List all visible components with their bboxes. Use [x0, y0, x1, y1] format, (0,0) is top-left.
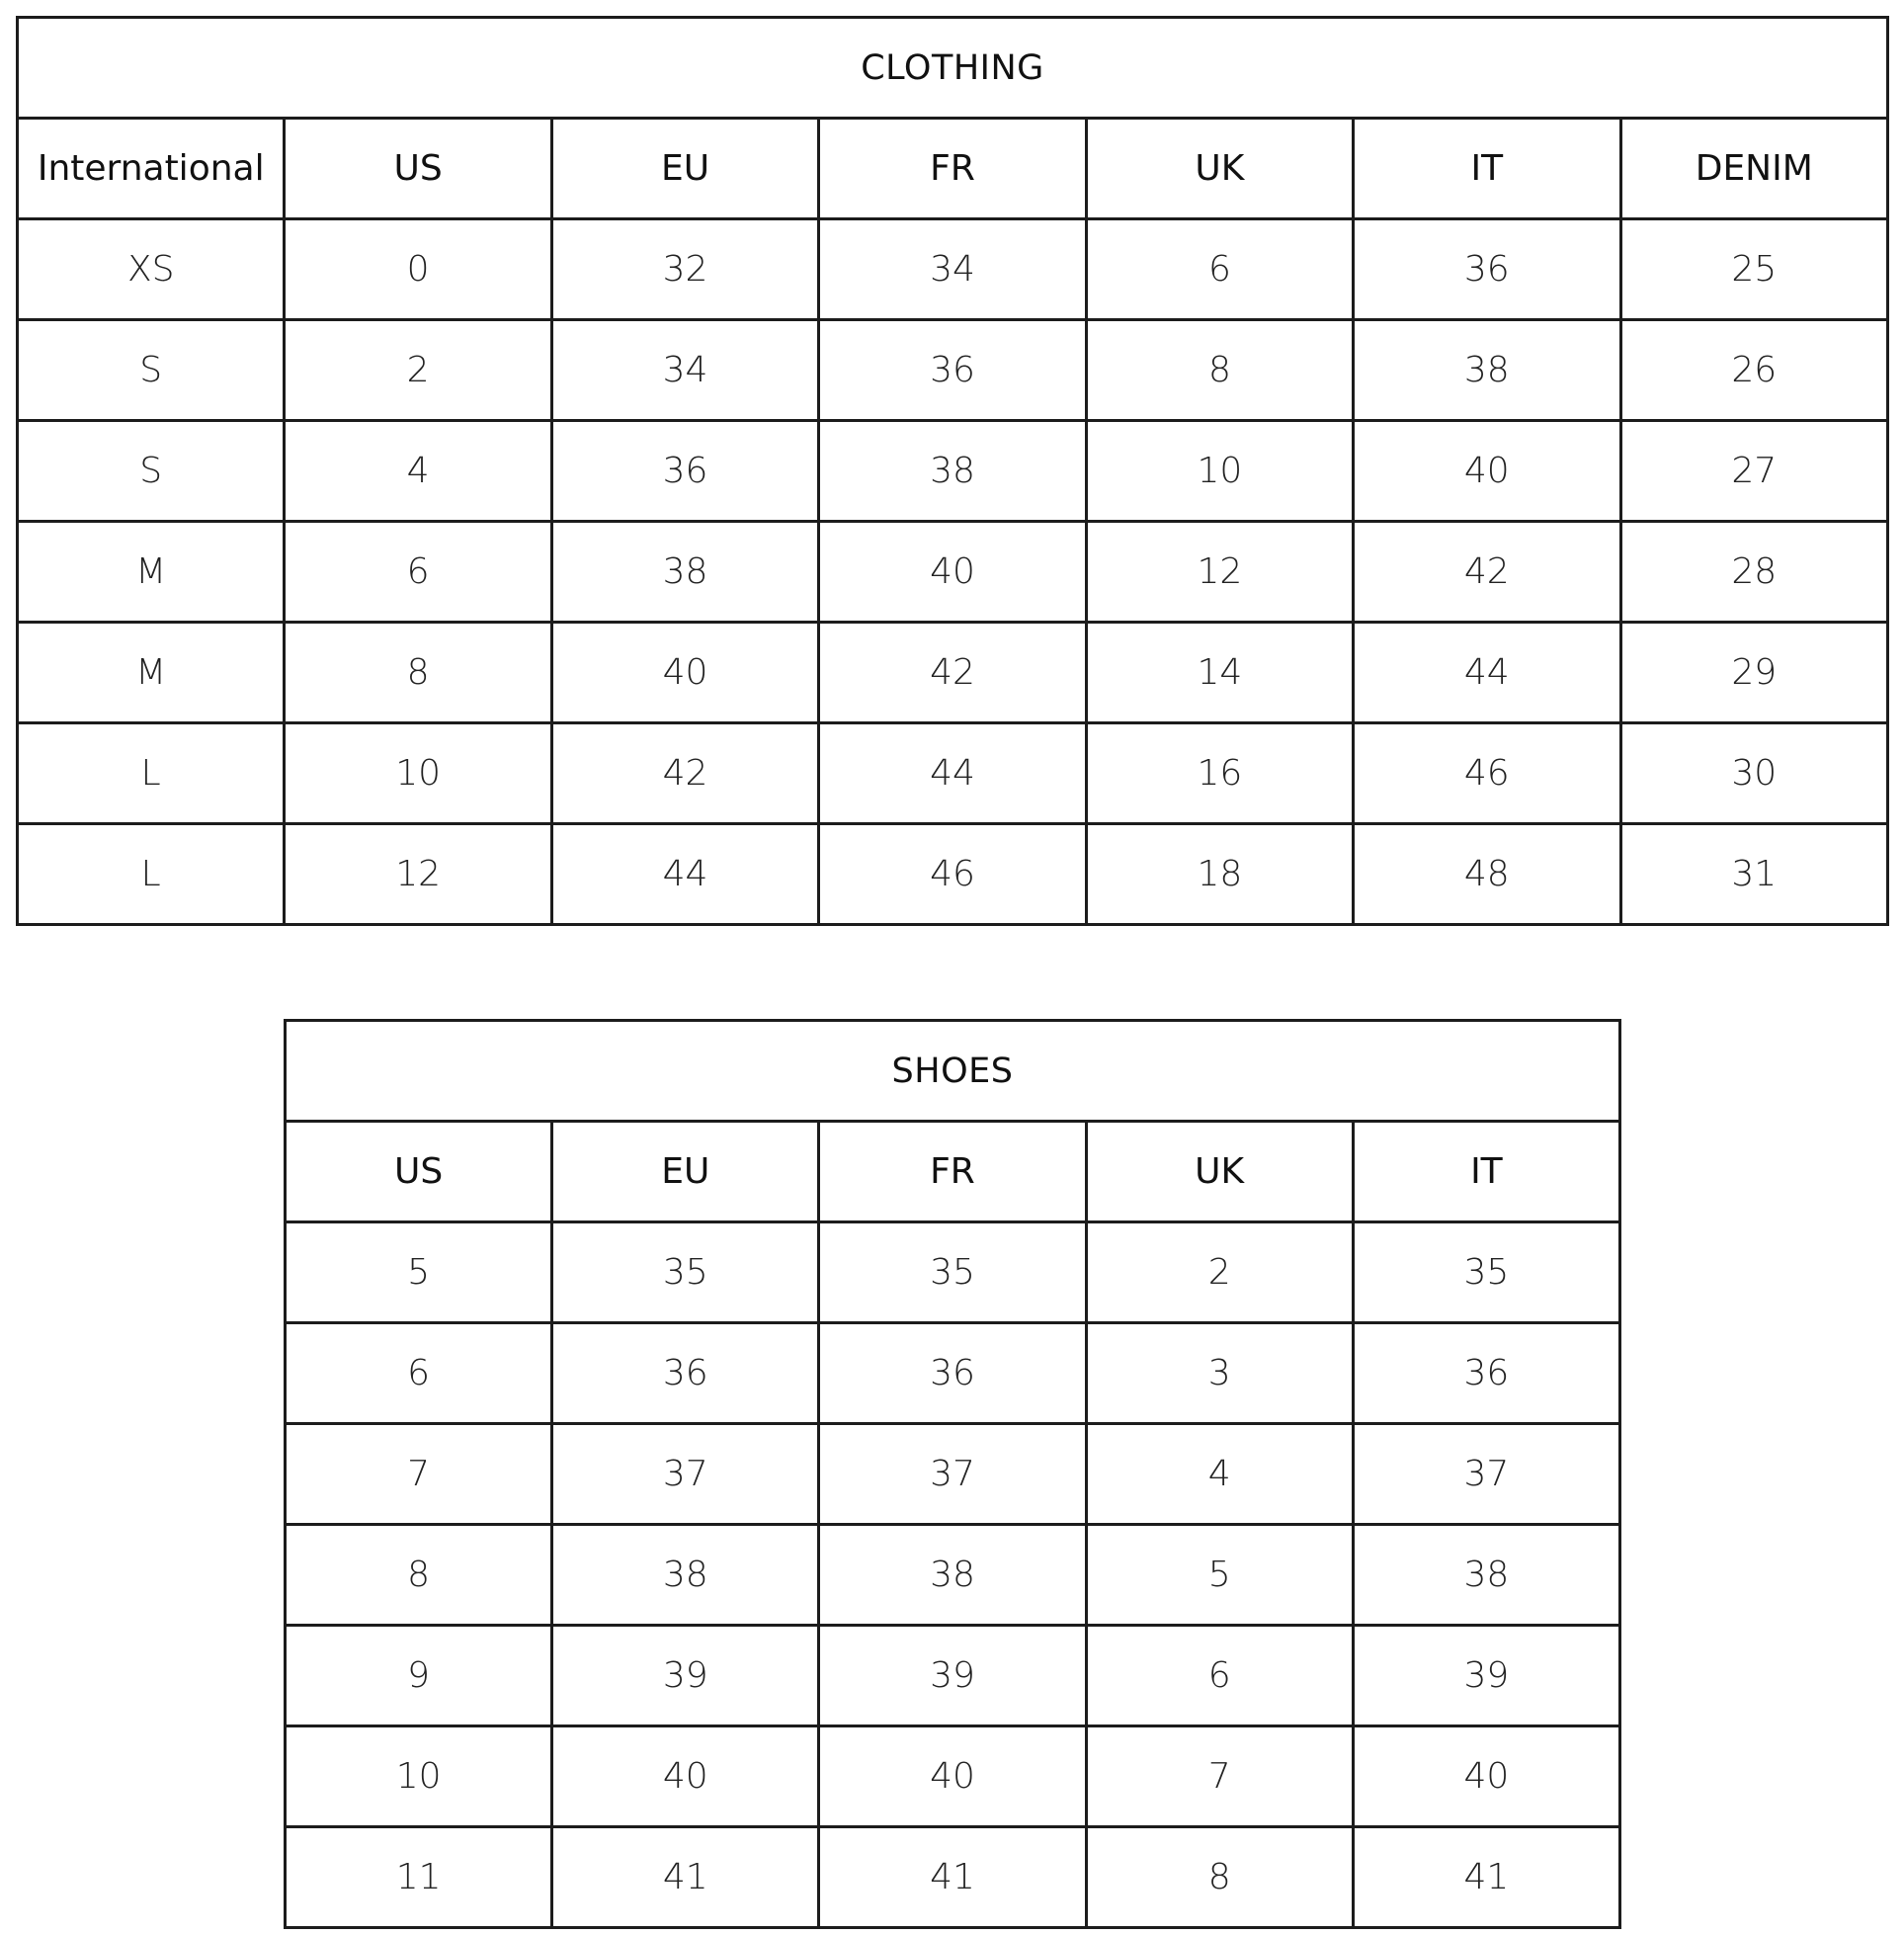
- shoes-header-eu: EU: [552, 1122, 819, 1222]
- shoes-table-cell: 39: [819, 1626, 1086, 1726]
- clothing-table-cell: 40: [551, 623, 818, 723]
- clothing-table-cell: 32: [551, 219, 818, 320]
- shoes-table-cell: 10: [286, 1726, 552, 1827]
- clothing-table-cell: 8: [285, 623, 551, 723]
- shoes-table-row: [286, 1424, 1620, 1525]
- clothing-table-cell: L: [18, 824, 285, 925]
- shoes-table-cell: 8: [286, 1525, 552, 1626]
- clothing-table-row: [18, 723, 1888, 824]
- clothing-header-eu: EU: [551, 119, 818, 219]
- shoes-table-cell: 41: [552, 1827, 819, 1928]
- clothing-table-cell: 34: [551, 320, 818, 421]
- clothing-table-cell: 12: [1086, 522, 1353, 623]
- clothing-table-cell: 18: [1086, 824, 1353, 925]
- clothing-header-fr: FR: [819, 119, 1086, 219]
- clothing-table-cell: 38: [819, 421, 1086, 522]
- shoes-table-row: [286, 1626, 1620, 1726]
- clothing-table-cell: 44: [819, 723, 1086, 824]
- clothing-table-cell: 38: [551, 522, 818, 623]
- clothing-table-cell: 6: [1086, 219, 1353, 320]
- shoes-table-cell: 6: [1086, 1626, 1353, 1726]
- shoes-table-cell: 38: [552, 1525, 819, 1626]
- clothing-table-cell: 14: [1086, 623, 1353, 723]
- clothing-table-cell: 0: [285, 219, 551, 320]
- shoes-header-it: IT: [1353, 1122, 1619, 1222]
- shoes-table-cell: 4: [1086, 1424, 1353, 1525]
- clothing-table-cell: 26: [1620, 320, 1887, 421]
- shoes-table-cell: 8: [1086, 1827, 1353, 1928]
- clothing-header-international: International: [18, 119, 285, 219]
- shoes-table-cell: 38: [819, 1525, 1086, 1626]
- clothing-size-table: [16, 16, 1889, 926]
- clothing-table-cell: 36: [819, 320, 1086, 421]
- clothing-table-cell: 44: [1354, 623, 1620, 723]
- shoes-table-cell: 37: [1353, 1424, 1619, 1525]
- clothing-table-cell: 10: [1086, 421, 1353, 522]
- clothing-table-cell: 46: [1354, 723, 1620, 824]
- shoes-table-cell: 35: [1353, 1222, 1619, 1323]
- shoes-table-cell: 36: [552, 1323, 819, 1424]
- clothing-table-cell: 46: [819, 824, 1086, 925]
- shoes-table-cell: 41: [819, 1827, 1086, 1928]
- shoes-header-fr: FR: [819, 1122, 1086, 1222]
- clothing-table-cell: 28: [1620, 522, 1887, 623]
- shoes-table-cell: 11: [286, 1827, 552, 1928]
- shoes-table-cell: 39: [1353, 1626, 1619, 1726]
- shoes-table-row: [286, 1222, 1620, 1323]
- clothing-table-title: CLOTHING: [18, 18, 1888, 119]
- clothing-table-cell: 36: [551, 421, 818, 522]
- clothing-table-cell: 6: [285, 522, 551, 623]
- clothing-table-row: [18, 824, 1888, 925]
- clothing-table-cell: 34: [819, 219, 1086, 320]
- shoes-table-cell: 3: [1086, 1323, 1353, 1424]
- shoes-table-cell: 41: [1353, 1827, 1619, 1928]
- clothing-header-it: IT: [1354, 119, 1620, 219]
- clothing-header-uk: UK: [1086, 119, 1353, 219]
- clothing-table-cell: 42: [1354, 522, 1620, 623]
- shoes-table-cell: 7: [1086, 1726, 1353, 1827]
- shoes-table-cell: 39: [552, 1626, 819, 1726]
- clothing-table-cell: 12: [285, 824, 551, 925]
- clothing-table-cell: 10: [285, 723, 551, 824]
- shoes-table-cell: 40: [1353, 1726, 1619, 1827]
- shoes-table-cell: 5: [286, 1222, 552, 1323]
- clothing-table-cell: 42: [551, 723, 818, 824]
- clothing-table-cell: 8: [1086, 320, 1353, 421]
- clothing-table-cell: S: [18, 320, 285, 421]
- shoes-table-cell: 7: [286, 1424, 552, 1525]
- shoes-table-cell: 2: [1086, 1222, 1353, 1323]
- clothing-table-cell: S: [18, 421, 285, 522]
- clothing-table-cell: 2: [285, 320, 551, 421]
- clothing-table-cell: 25: [1620, 219, 1887, 320]
- clothing-table-cell: 31: [1620, 824, 1887, 925]
- clothing-header-us: US: [285, 119, 551, 219]
- shoes-table-cell: 38: [1353, 1525, 1619, 1626]
- clothing-table-cell: 40: [1354, 421, 1620, 522]
- clothing-table-cell: 48: [1354, 824, 1620, 925]
- clothing-table-cell: 4: [285, 421, 551, 522]
- clothing-table-cell: L: [18, 723, 285, 824]
- shoes-table-cell: 6: [286, 1323, 552, 1424]
- clothing-table-cell: 40: [819, 522, 1086, 623]
- shoes-table-cell: 9: [286, 1626, 552, 1726]
- clothing-table-cell: XS: [18, 219, 285, 320]
- clothing-table-row: [18, 623, 1888, 723]
- clothing-table-cell: 29: [1620, 623, 1887, 723]
- clothing-table-cell: 36: [1354, 219, 1620, 320]
- clothing-table-cell: M: [18, 522, 285, 623]
- shoes-table-row: [286, 1323, 1620, 1424]
- clothing-table-body: [18, 219, 1888, 925]
- shoes-size-table: [284, 1019, 1621, 1929]
- shoes-header-uk: UK: [1086, 1122, 1353, 1222]
- clothing-table-row: [18, 421, 1888, 522]
- clothing-table-cell: 42: [819, 623, 1086, 723]
- shoes-table-cell: 5: [1086, 1525, 1353, 1626]
- clothing-table-row: [18, 219, 1888, 320]
- shoes-table-cell: 36: [1353, 1323, 1619, 1424]
- shoes-table-cell: 37: [819, 1424, 1086, 1525]
- clothing-header-row: [18, 119, 1888, 219]
- shoes-table-cell: 40: [819, 1726, 1086, 1827]
- clothing-header-denim: DENIM: [1620, 119, 1887, 219]
- clothing-table-cell: 27: [1620, 421, 1887, 522]
- shoes-table-cell: 36: [819, 1323, 1086, 1424]
- clothing-table-row: [18, 320, 1888, 421]
- shoes-table-cell: 37: [552, 1424, 819, 1525]
- shoes-header-us: US: [286, 1122, 552, 1222]
- clothing-table-cell: M: [18, 623, 285, 723]
- shoes-table-row: [286, 1726, 1620, 1827]
- clothing-table-cell: 44: [551, 824, 818, 925]
- clothing-table-cell: 30: [1620, 723, 1887, 824]
- shoes-title-row: [286, 1021, 1620, 1122]
- shoes-table-cell: 35: [552, 1222, 819, 1323]
- shoes-table-body: [286, 1222, 1620, 1928]
- shoes-table-title: SHOES: [286, 1021, 1620, 1122]
- clothing-table-cell: 38: [1354, 320, 1620, 421]
- clothing-table-row: [18, 522, 1888, 623]
- clothing-title-row: [18, 18, 1888, 119]
- shoes-table-cell: 40: [552, 1726, 819, 1827]
- shoes-header-row: [286, 1122, 1620, 1222]
- shoes-table-cell: 35: [819, 1222, 1086, 1323]
- shoes-table-row: [286, 1525, 1620, 1626]
- shoes-table-row: [286, 1827, 1620, 1928]
- clothing-table-cell: 16: [1086, 723, 1353, 824]
